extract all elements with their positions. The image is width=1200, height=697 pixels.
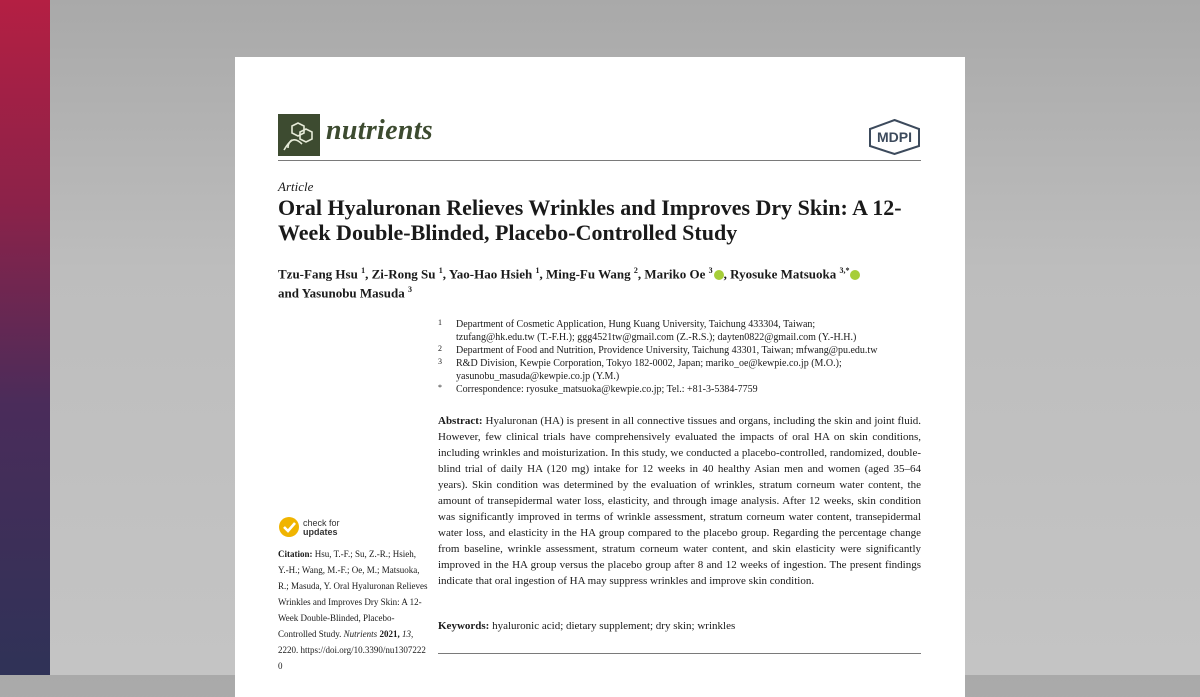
keywords — [438, 620, 921, 632]
paper-page — [235, 57, 965, 697]
affiliations — [438, 318, 928, 396]
affiliation-item: * Correspondence: ryosuke_matsuoka@kewpie.co.jp; Tel.: +81-3-5384-7759 — [438, 383, 758, 395]
doi-link[interactable]: https://doi.org/10.3390/nu13072220 — [278, 645, 426, 671]
author-name[interactable]: Ryosuke Matsuoka — [730, 266, 837, 282]
journal-name: nutrients — [326, 115, 433, 146]
article-type: Article — [278, 179, 314, 194]
orcid-icon[interactable] — [714, 270, 724, 280]
abstract — [438, 413, 921, 589]
affiliation-item: 2 Department of Food and Nutrition, Providence University, Taichung 43301, Taiwan; mfwang@pu.edu.tw — [438, 344, 878, 356]
mdpi-logo-icon — [867, 119, 922, 155]
author-affiliation: 1 — [438, 266, 443, 275]
author-name[interactable]: Ming-Fu Wang — [545, 266, 631, 282]
author-name[interactable]: Mariko Oe — [644, 266, 706, 282]
citation-journal: Nutrients — [343, 629, 378, 639]
author-name[interactable]: Tzu-Fang Hsu — [278, 266, 358, 282]
author-affiliation: 2 — [633, 266, 638, 275]
check-for-updates-badge[interactable] — [278, 516, 368, 542]
check-updates-line2: updates — [303, 527, 338, 537]
journal-logo-icon — [278, 114, 320, 156]
author-affiliation: 3 — [407, 285, 412, 295]
check-updates-line1: check for — [303, 518, 340, 528]
citation-label: Citation: — [278, 549, 313, 559]
affiliation-item: 1 Department of Cosmetic Application, Hung Kuang University, Taichung 433304, Taiwan; tzufang@hk.edu.tw (T.-F.H.); ggg4521tw@gmail.com (Z.-R.S.); dayten0822@gmail.com (Y.-H.H.) — [438, 318, 857, 343]
author-list: Tzu-Fang Hsu $^1$, Zi-Rong Su $^1$, Yao-Hao Hsieh $^1$, Ming-Fu Wang $^2$, Mariko Oe $^3$ , Ryosuke Matsuoka $^{3,*}$ and Yasunobu Masuda $^3$ — [278, 263, 928, 302]
left-accent-bar — [0, 0, 50, 675]
author-affiliation: 3,* — [839, 266, 850, 275]
citation-pages: 2220. — [278, 645, 299, 655]
author-name[interactable]: Zi-Rong Su — [371, 266, 436, 282]
abstract-label: Abstract: — [438, 415, 483, 427]
citation-volume: 13, — [401, 629, 414, 639]
author-name[interactable]: Yao-Hao Hsieh — [448, 266, 533, 282]
abstract-text: Hyaluronan (HA) is present in all connective tissues and organs, including the skin and joint fluid. However, few clinical trials have comprehensively evaluated the impacts of oral HA on skin conditions, including wrinkles and moisturization. In this study, we conducted a placebo-controlled, randomized, double-blind trial of daily HA (120 mg) intake for 12 weeks in 40 healthy Asian men and women (aged 35–64 years). Skin condition was determined by the evaluation of wrinkles, stratum corneum water content, the amount of transepidermal water loss, elasticity, and through image analysis. After 12 weeks, skin condition was significantly improved in terms of wrinkle assessment, stratum corneum water content, transepidermal water loss, and elasticity in the HA group compared to the placebo group. Regarding the percentage change from baseline, wrinkle assessment, stratum corneum water content, and skin elasticity were significantly improved in the HA group versus the placebo group after 8 and 12 weeks of ingestion. The present findings indicate that oral ingestion of HA may suppress wrinkles and improve skin condition. — [438, 415, 921, 587]
author-name[interactable]: and Yasunobu Masuda — [278, 285, 405, 301]
article-title: Oral Hyaluronan Relieves Wrinkles and Improves Dry Skin: A 12-Week Double-Blinded, Placebo-Controlled Study — [278, 195, 902, 245]
orcid-icon[interactable] — [850, 270, 860, 280]
citation-year: 2021, — [379, 629, 400, 639]
author-affiliation: 1 — [361, 266, 366, 275]
check-updates-icon — [278, 516, 300, 538]
abstract-rule — [438, 653, 921, 654]
affiliation-item: 3 R&D Division, Kewpie Corporation, Tokyo 182-0002, Japan; mariko_oe@kewpie.co.jp (M.O.); yasunobu_masuda@kewpie.co.jp (Y.M.) — [438, 357, 842, 382]
keywords-text: hyaluronic acid; dietary supplement; dry skin; wrinkles — [492, 620, 736, 632]
keywords-label: Keywords: — [438, 620, 490, 632]
citation-text: Hsu, T.-F.; Su, Z.-R.; Hsieh, Y.-H.; Wang, M.-F.; Oe, M.; Matsuoka, R.; Masuda, Y. Oral Hyaluronan Relieves Wrinkles and Improves Dry Skin: A 12-Week Double-Blinded, Placebo-Controlled Study. — [278, 549, 428, 639]
author-affiliation: 1 — [535, 266, 540, 275]
header-rule — [278, 160, 921, 161]
publisher-name: MDPI — [877, 129, 912, 145]
author-affiliation: 3 — [708, 266, 713, 275]
citation-block — [278, 546, 428, 674]
